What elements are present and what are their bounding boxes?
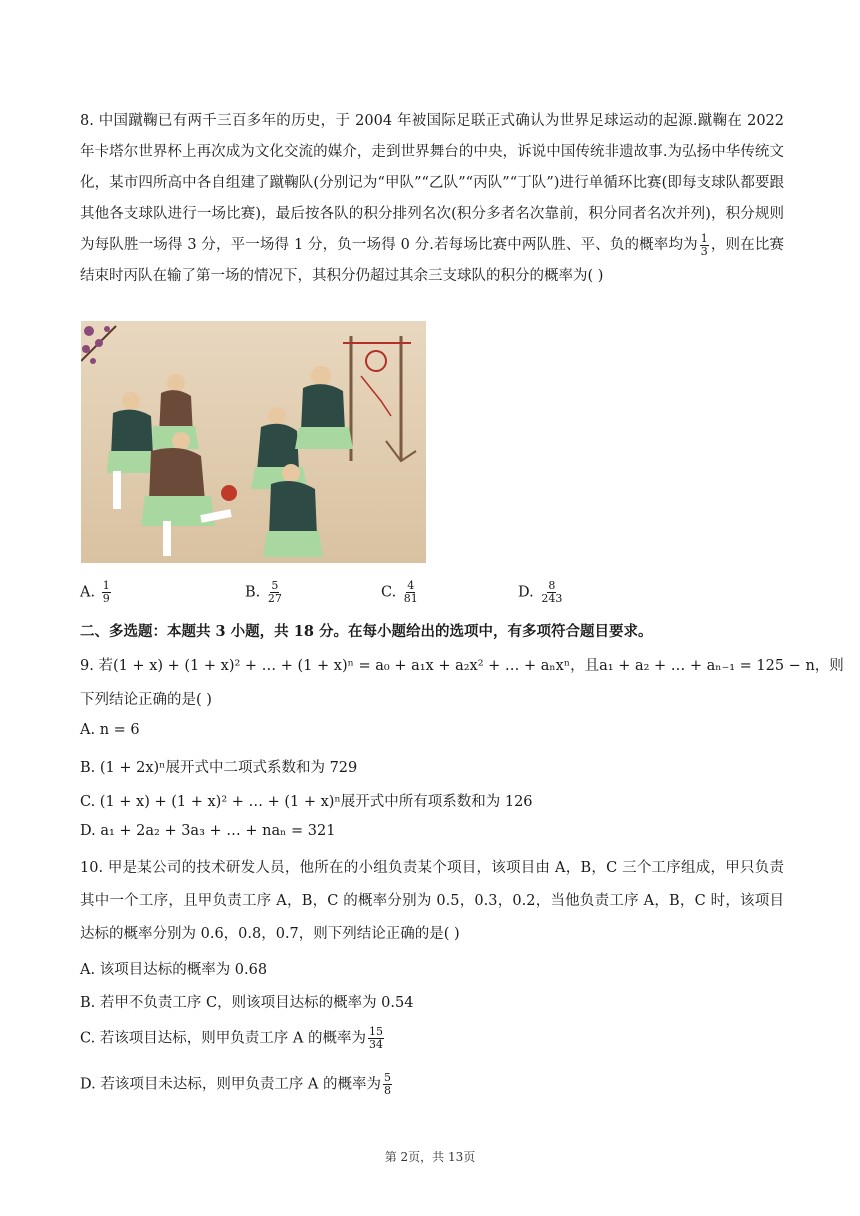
question-8 (80, 106, 784, 292)
page-footer: 第 2页，共 13页 (384, 1150, 476, 1164)
q9-option-a[interactable]: A. n = 6 (80, 722, 140, 738)
q10-option-b[interactable]: B. 若甲不负责工序 C，则该项目达标的概率为 0.54 (80, 995, 414, 1011)
q9-option-d[interactable]: D. a₁ + 2a₂ + 3a₃ + … + naₙ = 321 (80, 823, 336, 839)
q8-option-a[interactable]: A. $\frac{1}{9}$ (80, 579, 110, 605)
fraction-one-third: $\frac{1}{3}$ (700, 231, 708, 258)
section-2-heading: 二、多选题：本题共 3 小题，共 18 分。在每小题给出的选项中，有多项符合题目要求。 (80, 623, 653, 640)
q10-option-c[interactable]: C. 若该项目达标，则甲负责工序 A 的概率为 $\frac{15}{34}$ (80, 1025, 383, 1051)
question-9-line-1: 9. 若(1 + x) + (1 + x)² + … + (1 + x)ⁿ = a₀ + a₁x + a₂x² + … + aₙxⁿ，且a₁ + a₂ + … + aₙ₋₁ = 125 − n，则 (80, 658, 844, 674)
q9-option-c[interactable]: C. (1 + x) + (1 + x)² + … + (1 + x)ⁿ展开式中所有项系数和为 126 (80, 794, 533, 810)
q9-option-b[interactable]: B. (1 + 2x)ⁿ展开式中二项式系数和为 729 (80, 760, 358, 776)
q8-option-d[interactable]: D. $\frac{8}{243}$ (518, 579, 563, 605)
question-10-text: 10. 甲是某公司的技术研发人员，他所在的小组负责某个项目，该项目由 A，B，C 三个工序组成，甲只负责其中一个工序，且甲负责工序 A，B，C 的概率分别为 0.5，0.3，0.2，当他负责工序 A，B，C 时，该项目达标的概率分别为 0.6，0.8，0.7，则下列结论正确的是( ) (80, 860, 784, 942)
q10-option-d[interactable]: D. 若该项目未达标，则甲负责工序 A 的概率为 $\frac{5}{8}$ (80, 1071, 392, 1097)
q10-option-a[interactable]: A. 该项目达标的概率为 0.68 (80, 962, 268, 978)
question-8-text: 8. 中国蹴鞠已有两千三百多年的历史，于 2004 年被国际足联正式确认为世界足球运动的起源.蹴鞠在 2022 年卡塔尔世界杯上再次成为文化交流的媒介，走到世界舞台的中央，诉说中国传统非遗故事.为弘扬中华传统文化，某市四所高中各自组建了蹴鞠队(分别记为“甲队”“乙队”“丙队”“丁队”)进行单循环比赛(即每支球队都要跟其他各支球队进行一场比赛)，最后按各队的积分排列名次(积分多者名次靠前，积分同者名次并列)，积分规则为每队胜一场得 3 分，平一场得 1 分，负一场得 0 分.若每场比赛中两队胜、平、负的概率均为 (80, 113, 784, 253)
q8-option-b[interactable]: B. $\frac{5}{27}$ (245, 579, 282, 605)
q8-option-c[interactable]: C. $\frac{4}{81}$ (381, 579, 418, 605)
ball-icon (221, 485, 237, 501)
question-9-line-2: 下列结论正确的是( ) (80, 692, 212, 708)
cuju-illustration (81, 321, 426, 563)
question-8-text-end: ，则在比赛结束时丙队在输了第一场的情况下，其积分仍超过其余三支球队的积分的概率为( ) (80, 237, 785, 284)
